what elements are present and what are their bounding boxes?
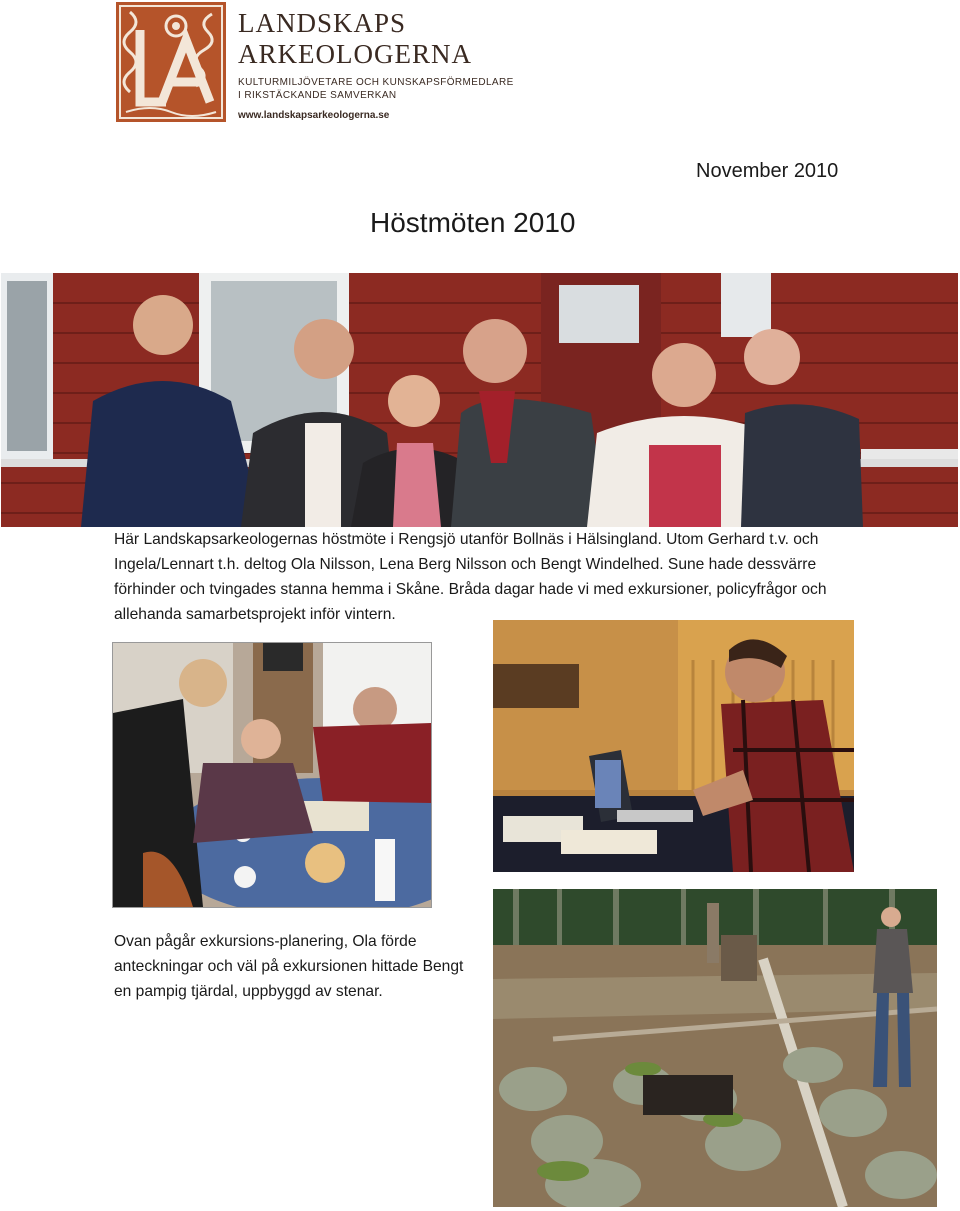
website-link[interactable]: www.landskapsarkeologerna.se <box>238 110 390 121</box>
planning-table-photo <box>113 643 431 907</box>
tagline-line-2: I RIKSTÄCKANDE SAMVERKAN <box>238 90 397 101</box>
caption-paragraph: Ovan pågår exkursions-planering, Ola förde anteckningar och väl på exkursionen hittade Bengt en pampig tjärdal, uppbyggd av stenar. <box>114 933 464 1000</box>
group-photo <box>1 273 958 527</box>
brand-line-2: ARKEOLOGERNA <box>238 39 472 69</box>
intro-paragraph: Här Landskapsarkeologernas höstmöte i Rengsjö utanför Bollnäs i Hälsingland. Utom Gerhard t.v. och Ingela/Lennart t.h. deltog Ola Nilsson, Lena Berg Nilsson och Bengt Windelhed. Sune hade dessvärre förhinder och tvingades stanna hemma i Skåne. Bråda dagar hade vi med exkursioner, policyfrågor och allehanda samarbetsprojekt inför vintern. <box>114 531 827 623</box>
laptop-notes-photo <box>493 620 854 872</box>
logo-mark-icon <box>116 2 226 122</box>
page-title: Höstmöten 2010 <box>370 207 576 238</box>
forest-tarpit-photo <box>493 889 937 1207</box>
tagline-line-1: KULTURMILJÖVETARE OCH KUNSKAPSFÖRMEDLARE <box>238 77 514 88</box>
brand-line-1: LANDSKAPS <box>238 8 407 38</box>
logo <box>116 2 514 122</box>
date: November 2010 <box>696 160 839 182</box>
logo-text <box>238 8 514 121</box>
